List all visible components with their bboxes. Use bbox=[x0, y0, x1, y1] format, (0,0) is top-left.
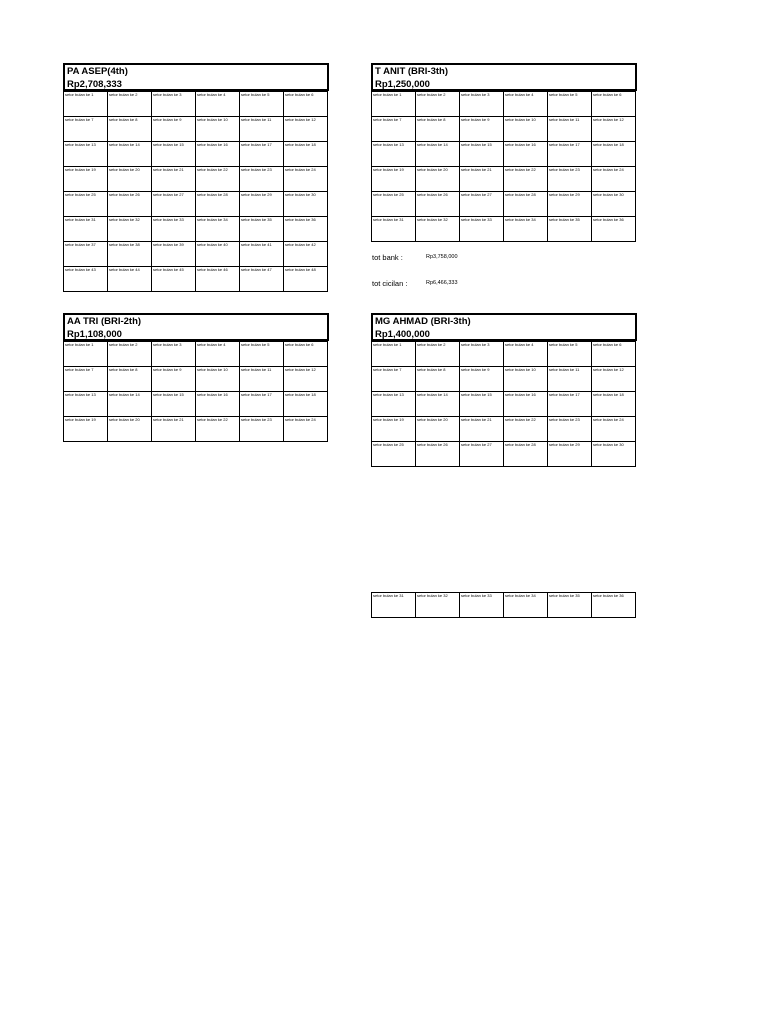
block-amount: Rp1,400,000 bbox=[375, 329, 430, 340]
installment-cell: setor bulan ke 10 bbox=[504, 117, 548, 142]
installment-cell: setor bulan ke 13 bbox=[372, 142, 416, 167]
installment-cell: setor bulan ke 8 bbox=[416, 117, 460, 142]
tot-cicilan-value: Rp6,466,333 bbox=[426, 280, 458, 286]
installment-cell: setor bulan ke 10 bbox=[196, 117, 240, 142]
installment-cell: setor bulan ke 20 bbox=[416, 417, 460, 442]
installment-cell: setor bulan ke 15 bbox=[152, 142, 196, 167]
tot-cicilan-label: tot cicilan : bbox=[372, 279, 408, 288]
installment-cell: setor bulan ke 45 bbox=[152, 267, 196, 292]
installment-cell: setor bulan ke 6 bbox=[284, 92, 328, 117]
installment-cell: setor bulan ke 20 bbox=[108, 417, 152, 442]
installment-cell: setor bulan ke 6 bbox=[592, 92, 636, 117]
installment-cell: setor bulan ke 2 bbox=[108, 342, 152, 367]
block-name: PA ASEP(4th) bbox=[67, 66, 128, 77]
installment-cell: setor bulan ke 5 bbox=[240, 342, 284, 367]
installment-cell: setor bulan ke 23 bbox=[548, 167, 592, 192]
installment-cell: setor bulan ke 32 bbox=[416, 217, 460, 242]
installment-cell: setor bulan ke 33 bbox=[460, 217, 504, 242]
installment-cell: setor bulan ke 30 bbox=[592, 192, 636, 217]
installment-cell: setor bulan ke 8 bbox=[108, 117, 152, 142]
installment-cell: setor bulan ke 6 bbox=[592, 342, 636, 367]
installment-cell: setor bulan ke 18 bbox=[592, 142, 636, 167]
installment-grid bbox=[63, 91, 328, 292]
installment-cell: setor bulan ke 4 bbox=[504, 342, 548, 367]
installment-cell: setor bulan ke 2 bbox=[416, 342, 460, 367]
installment-cell: setor bulan ke 28 bbox=[504, 442, 548, 467]
installment-cell: setor bulan ke 34 bbox=[504, 217, 548, 242]
installment-cell: setor bulan ke 40 bbox=[196, 242, 240, 267]
installment-cell: setor bulan ke 6 bbox=[284, 342, 328, 367]
installment-cell: setor bulan ke 29 bbox=[548, 192, 592, 217]
installment-cell: setor bulan ke 12 bbox=[592, 117, 636, 142]
installment-cell: setor bulan ke 22 bbox=[196, 417, 240, 442]
installment-cell: setor bulan ke 11 bbox=[548, 117, 592, 142]
installment-cell: setor bulan ke 9 bbox=[460, 117, 504, 142]
installment-cell: setor bulan ke 32 bbox=[108, 217, 152, 242]
installment-cell: setor bulan ke 32 bbox=[416, 593, 460, 618]
installment-cell: setor bulan ke 21 bbox=[152, 417, 196, 442]
block-header bbox=[371, 63, 637, 91]
installment-cell: setor bulan ke 24 bbox=[284, 167, 328, 192]
tot-bank-label: tot bank : bbox=[372, 253, 403, 262]
installment-cell: setor bulan ke 31 bbox=[64, 217, 108, 242]
installment-grid bbox=[371, 341, 636, 467]
installment-cell: setor bulan ke 26 bbox=[416, 192, 460, 217]
installment-cell: setor bulan ke 1 bbox=[372, 92, 416, 117]
installment-cell: setor bulan ke 31 bbox=[372, 593, 416, 618]
installment-grid bbox=[63, 341, 328, 442]
installment-cell: setor bulan ke 39 bbox=[152, 242, 196, 267]
installment-cell: setor bulan ke 30 bbox=[284, 192, 328, 217]
installment-cell: setor bulan ke 26 bbox=[108, 192, 152, 217]
installment-cell: setor bulan ke 23 bbox=[548, 417, 592, 442]
block-mg-ahmad bbox=[371, 313, 637, 467]
installment-cell: setor bulan ke 14 bbox=[108, 142, 152, 167]
installment-cell: setor bulan ke 2 bbox=[108, 92, 152, 117]
installment-cell: setor bulan ke 36 bbox=[592, 593, 636, 618]
installment-cell: setor bulan ke 7 bbox=[372, 367, 416, 392]
block-name: MG AHMAD (BRI-3th) bbox=[375, 316, 471, 327]
installment-cell: setor bulan ke 35 bbox=[548, 217, 592, 242]
block-amount: Rp2,708,333 bbox=[67, 79, 122, 90]
installment-cell: setor bulan ke 11 bbox=[240, 367, 284, 392]
installment-cell: setor bulan ke 17 bbox=[240, 142, 284, 167]
installment-cell: setor bulan ke 42 bbox=[284, 242, 328, 267]
installment-cell: setor bulan ke 25 bbox=[372, 192, 416, 217]
installment-cell: setor bulan ke 14 bbox=[416, 142, 460, 167]
installment-cell: setor bulan ke 21 bbox=[460, 167, 504, 192]
installment-cell: setor bulan ke 31 bbox=[372, 217, 416, 242]
installment-cell: setor bulan ke 4 bbox=[504, 92, 548, 117]
installment-cell: setor bulan ke 18 bbox=[284, 392, 328, 417]
installment-cell: setor bulan ke 44 bbox=[108, 267, 152, 292]
block-header bbox=[63, 63, 329, 91]
installment-cell: setor bulan ke 16 bbox=[196, 392, 240, 417]
installment-cell: setor bulan ke 22 bbox=[504, 167, 548, 192]
installment-cell: setor bulan ke 9 bbox=[152, 367, 196, 392]
installment-cell: setor bulan ke 19 bbox=[64, 167, 108, 192]
installment-cell: setor bulan ke 4 bbox=[196, 92, 240, 117]
installment-cell: setor bulan ke 23 bbox=[240, 417, 284, 442]
installment-cell: setor bulan ke 3 bbox=[152, 92, 196, 117]
installment-cell: setor bulan ke 25 bbox=[64, 192, 108, 217]
installment-cell: setor bulan ke 27 bbox=[152, 192, 196, 217]
installment-cell: setor bulan ke 5 bbox=[240, 92, 284, 117]
installment-cell: setor bulan ke 16 bbox=[504, 392, 548, 417]
installment-cell: setor bulan ke 12 bbox=[284, 117, 328, 142]
installment-cell: setor bulan ke 17 bbox=[548, 142, 592, 167]
installment-cell: setor bulan ke 27 bbox=[460, 442, 504, 467]
installment-cell: setor bulan ke 20 bbox=[416, 167, 460, 192]
installment-cell: setor bulan ke 20 bbox=[108, 167, 152, 192]
block-header bbox=[371, 313, 637, 341]
block-name: AA TRI (BRI-2th) bbox=[67, 316, 142, 327]
installment-cell: setor bulan ke 19 bbox=[372, 417, 416, 442]
installment-cell: setor bulan ke 43 bbox=[64, 267, 108, 292]
installment-cell: setor bulan ke 24 bbox=[592, 417, 636, 442]
installment-cell: setor bulan ke 13 bbox=[372, 392, 416, 417]
installment-cell: setor bulan ke 9 bbox=[460, 367, 504, 392]
installment-cell: setor bulan ke 3 bbox=[152, 342, 196, 367]
installment-cell: setor bulan ke 38 bbox=[108, 242, 152, 267]
installment-cell: setor bulan ke 34 bbox=[504, 593, 548, 618]
installment-cell: setor bulan ke 47 bbox=[240, 267, 284, 292]
installment-cell: setor bulan ke 10 bbox=[504, 367, 548, 392]
installment-cell: setor bulan ke 17 bbox=[548, 392, 592, 417]
installment-cell: setor bulan ke 12 bbox=[592, 367, 636, 392]
installment-cell: setor bulan ke 14 bbox=[416, 392, 460, 417]
installment-cell: setor bulan ke 14 bbox=[108, 392, 152, 417]
installment-cell: setor bulan ke 12 bbox=[284, 367, 328, 392]
installment-cell: setor bulan ke 15 bbox=[460, 142, 504, 167]
installment-cell: setor bulan ke 29 bbox=[240, 192, 284, 217]
installment-cell: setor bulan ke 28 bbox=[196, 192, 240, 217]
installment-cell: setor bulan ke 8 bbox=[416, 367, 460, 392]
installment-cell: setor bulan ke 27 bbox=[460, 192, 504, 217]
installment-cell: setor bulan ke 15 bbox=[152, 392, 196, 417]
installment-cell: setor bulan ke 17 bbox=[240, 392, 284, 417]
tot-bank-value: Rp3,758,000 bbox=[426, 254, 458, 260]
installment-cell: setor bulan ke 18 bbox=[592, 392, 636, 417]
installment-cell: setor bulan ke 5 bbox=[548, 92, 592, 117]
installment-cell: setor bulan ke 24 bbox=[284, 417, 328, 442]
installment-cell: setor bulan ke 23 bbox=[240, 167, 284, 192]
installment-cell: setor bulan ke 28 bbox=[504, 192, 548, 217]
installment-cell: setor bulan ke 7 bbox=[372, 117, 416, 142]
installment-cell: setor bulan ke 46 bbox=[196, 267, 240, 292]
installment-grid bbox=[371, 592, 636, 618]
installment-grid bbox=[371, 91, 636, 242]
installment-cell: setor bulan ke 18 bbox=[284, 142, 328, 167]
installment-cell: setor bulan ke 25 bbox=[372, 442, 416, 467]
installment-cell: setor bulan ke 3 bbox=[460, 342, 504, 367]
installment-cell: setor bulan ke 1 bbox=[372, 342, 416, 367]
installment-cell: setor bulan ke 21 bbox=[152, 167, 196, 192]
block-t-anit bbox=[371, 63, 637, 242]
installment-cell: setor bulan ke 15 bbox=[460, 392, 504, 417]
installment-cell: setor bulan ke 30 bbox=[592, 442, 636, 467]
installment-cell: setor bulan ke 7 bbox=[64, 367, 108, 392]
installment-cell: setor bulan ke 35 bbox=[548, 593, 592, 618]
block-header bbox=[63, 313, 329, 341]
installment-cell: setor bulan ke 4 bbox=[196, 342, 240, 367]
installment-cell: setor bulan ke 16 bbox=[504, 142, 548, 167]
installment-cell: setor bulan ke 33 bbox=[152, 217, 196, 242]
installment-cell: setor bulan ke 9 bbox=[152, 117, 196, 142]
installment-cell: setor bulan ke 11 bbox=[240, 117, 284, 142]
installment-cell: setor bulan ke 36 bbox=[592, 217, 636, 242]
block-name: T ANIT (BRI-3th) bbox=[375, 66, 448, 77]
installment-cell: setor bulan ke 10 bbox=[196, 367, 240, 392]
block-amount: Rp1,108,000 bbox=[67, 329, 122, 340]
installment-cell: setor bulan ke 24 bbox=[592, 167, 636, 192]
installment-cell: setor bulan ke 16 bbox=[196, 142, 240, 167]
installment-cell: setor bulan ke 33 bbox=[460, 593, 504, 618]
installment-cell: setor bulan ke 11 bbox=[548, 367, 592, 392]
installment-cell: setor bulan ke 26 bbox=[416, 442, 460, 467]
installment-cell: setor bulan ke 19 bbox=[372, 167, 416, 192]
installment-cell: setor bulan ke 36 bbox=[284, 217, 328, 242]
installment-cell: setor bulan ke 2 bbox=[416, 92, 460, 117]
installment-cell: setor bulan ke 13 bbox=[64, 142, 108, 167]
installment-cell: setor bulan ke 19 bbox=[64, 417, 108, 442]
installment-cell: setor bulan ke 22 bbox=[196, 167, 240, 192]
installment-cell: setor bulan ke 1 bbox=[64, 342, 108, 367]
installment-cell: setor bulan ke 41 bbox=[240, 242, 284, 267]
installment-cell: setor bulan ke 8 bbox=[108, 367, 152, 392]
installment-cell: setor bulan ke 48 bbox=[284, 267, 328, 292]
installment-cell: setor bulan ke 3 bbox=[460, 92, 504, 117]
installment-cell: setor bulan ke 1 bbox=[64, 92, 108, 117]
installment-cell: setor bulan ke 34 bbox=[196, 217, 240, 242]
installment-cell: setor bulan ke 7 bbox=[64, 117, 108, 142]
installment-cell: setor bulan ke 21 bbox=[460, 417, 504, 442]
block-aa-tri bbox=[63, 313, 329, 442]
installment-cell: setor bulan ke 35 bbox=[240, 217, 284, 242]
installment-cell: setor bulan ke 37 bbox=[64, 242, 108, 267]
block-pa-asep bbox=[63, 63, 329, 292]
installment-cell: setor bulan ke 13 bbox=[64, 392, 108, 417]
installment-cell: setor bulan ke 22 bbox=[504, 417, 548, 442]
block-extra-row bbox=[371, 592, 637, 618]
block-amount: Rp1,250,000 bbox=[375, 79, 430, 90]
installment-cell: setor bulan ke 29 bbox=[548, 442, 592, 467]
installment-cell: setor bulan ke 5 bbox=[548, 342, 592, 367]
